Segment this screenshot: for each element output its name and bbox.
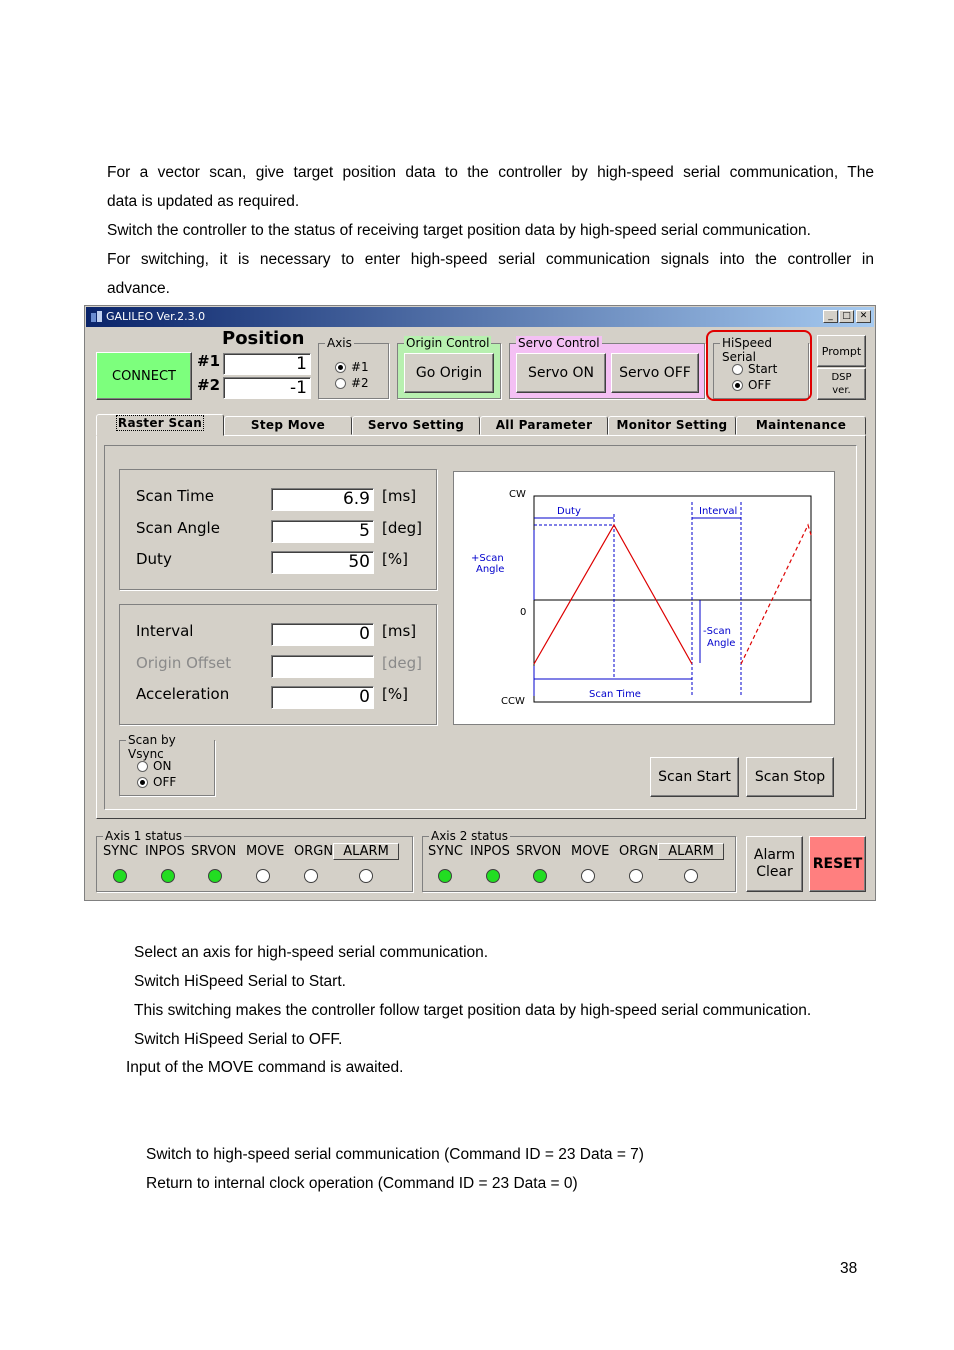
interval-unit: [ms] (382, 622, 417, 640)
alarm-clear-line2: Clear (756, 864, 793, 880)
dsp-line2: ver. (832, 385, 851, 396)
reset-button[interactable]: RESET (809, 836, 866, 892)
duty-field[interactable]: 50 (271, 551, 374, 574)
interval-label: Interval (136, 622, 194, 640)
position-axis2-field[interactable]: -1 (223, 377, 311, 399)
axis1-orgn-label: ORGN (294, 844, 334, 859)
scan-angle-label: Scan Angle (136, 519, 220, 537)
scan-waveform (534, 525, 692, 664)
duty-unit: [%] (382, 550, 408, 568)
tab-step-move[interactable]: Step Move (224, 416, 352, 435)
axis-group-label: Axis (327, 336, 352, 350)
app-icon (90, 310, 104, 324)
vsync-label: Scan by Vsync (126, 733, 214, 761)
command-list (146, 1140, 644, 1198)
tab-raster-scan[interactable] (96, 414, 224, 436)
diagram-markers (534, 502, 741, 696)
axis-radio-2-label: #2 (351, 376, 369, 390)
a2-srvon-led-icon (533, 869, 547, 883)
diagram-minus-angle-label: Angle (707, 638, 736, 649)
axis-radio-2[interactable] (335, 376, 369, 390)
hispeed-serial-label: HiSpeed Serial (720, 336, 808, 364)
a1-move-led-icon (256, 869, 270, 883)
axis1-sync-label: SYNC (103, 844, 138, 859)
origin-control-group (397, 336, 501, 399)
scan-start-button[interactable]: Scan Start (650, 757, 739, 797)
a2-alarm-led-icon (684, 869, 698, 883)
scan-time-unit: [ms] (382, 487, 417, 505)
scan-stop-button[interactable]: Scan Stop (746, 757, 834, 797)
axis2-orgn-label: ORGN (619, 844, 659, 859)
axis2-status-label: Axis 2 status (431, 829, 509, 843)
intro-p2: Switch the controller to the status of receiving target position data by high-speed serial communication. (107, 222, 811, 239)
command-2: Return to internal clock operation (Command ID = 23 Data = 0) (146, 1175, 578, 1192)
title-bar (86, 307, 874, 327)
servo-on-button[interactable]: Servo ON (516, 353, 606, 393)
a2-orgn-led-icon (629, 869, 643, 883)
scan-time-label: Scan Time (136, 487, 214, 505)
motion-params-group (119, 604, 437, 725)
position-axis1-field[interactable]: 1 (223, 353, 311, 375)
scan-angle-field[interactable]: 5 (271, 520, 374, 543)
vsync-group (119, 733, 215, 796)
diagram-zero-label: 0 (520, 607, 527, 618)
diagram-interval-label: Interval (699, 506, 738, 517)
radio-unchecked-icon (335, 378, 346, 389)
close-icon[interactable]: ✕ (856, 310, 871, 323)
interval-field[interactable]: 0 (271, 623, 374, 646)
alarm-clear-line1: Alarm (753, 847, 796, 863)
scan-params-group (119, 469, 437, 590)
step-3: This switching makes the controller follow target position data by high-speed serial communication. (134, 1002, 812, 1019)
axis2-inpos-label: INPOS (470, 844, 510, 859)
hispeed-radio-start-label: Start (748, 362, 778, 376)
axis1-inpos-label: INPOS (145, 844, 185, 859)
axis-radio-1[interactable] (335, 360, 369, 374)
step-1: Select an axis for high-speed serial communication. (134, 944, 489, 961)
position-axis1-label: #1 (197, 352, 221, 370)
diagram-scan-time-label: Scan Time (589, 689, 641, 700)
step-2: Switch HiSpeed Serial to Start. (134, 973, 346, 990)
origin-control-label: Origin Control (406, 336, 490, 350)
galileo-window (84, 305, 876, 901)
a1-alarm-led-icon (359, 869, 373, 883)
origin-offset-label: Origin Offset (136, 654, 232, 672)
scan-diagram (453, 471, 835, 725)
a1-inpos-led-icon (161, 869, 175, 883)
position-axis2-label: #2 (197, 376, 221, 394)
tab-monitor-setting[interactable]: Monitor Setting (608, 416, 736, 435)
duty-label: Duty (136, 550, 172, 568)
window-title: GALILEO Ver.2.3.0 (106, 310, 206, 323)
hispeed-highlight (706, 330, 812, 401)
intro-p1-line1: For a vector scan, give target position data to the controller by high-speed serial communication, The (107, 164, 874, 181)
servo-control-label: Servo Control (518, 336, 600, 350)
go-origin-button[interactable]: Go Origin (404, 353, 494, 393)
intro-p1-line2: data is updated as required. (107, 193, 300, 210)
tab-all-parameter[interactable]: All Parameter (480, 416, 608, 435)
axis2-alarm-label: ALARM (658, 843, 724, 860)
steps-list (134, 938, 811, 1054)
a1-srvon-led-icon (208, 869, 222, 883)
scan-diagram-svg (454, 472, 834, 724)
origin-offset-unit: [deg] (382, 654, 422, 672)
dsp-line1: DSP (831, 372, 852, 383)
axis1-move-label: MOVE (246, 844, 285, 859)
diagram-frame (534, 496, 811, 702)
axis1-status-label: Axis 1 status (105, 829, 183, 843)
scan-time-field[interactable]: 6.9 (271, 488, 374, 511)
vsync-radio-on-label: ON (153, 759, 172, 773)
axis1-srvon-label: SRVON (191, 844, 237, 859)
hispeed-radio-off-label: OFF (748, 378, 772, 392)
command-1: Switch to high-speed serial communication (Command ID = 23 Data = 7) (146, 1146, 644, 1163)
a2-sync-led-icon (438, 869, 452, 883)
tab-maintenance[interactable]: Maintenance (736, 416, 866, 435)
tab-raster-scan-label: Raster Scan (117, 416, 203, 430)
axis1-alarm-label: ALARM (333, 843, 399, 860)
tab-servo-setting[interactable]: Servo Setting (352, 416, 480, 435)
servo-off-button[interactable]: Servo OFF (611, 353, 699, 393)
axis2-move-label: MOVE (571, 844, 610, 859)
axis2-srvon-label: SRVON (516, 844, 562, 859)
a2-move-led-icon (581, 869, 595, 883)
page-number: 38 (840, 1260, 858, 1277)
diagram-duty-label: Duty (557, 506, 581, 517)
origin-offset-field[interactable] (271, 655, 374, 678)
a2-inpos-led-icon (486, 869, 500, 883)
minimize-icon[interactable]: _ (823, 310, 838, 323)
axis-radio-1-label: #1 (351, 360, 369, 374)
awaited-note: Input of the MOVE command is awaited. (126, 1059, 404, 1076)
diagram-cw-label: CW (509, 489, 526, 500)
scan-angle-unit: [deg] (382, 519, 422, 537)
vsync-radio-off[interactable] (137, 775, 176, 789)
radio-checked-icon (335, 362, 346, 373)
vsync-radio-on[interactable] (137, 759, 171, 773)
a1-sync-led-icon (113, 869, 127, 883)
radio-unchecked-icon (137, 761, 148, 772)
prompt-button[interactable]: Prompt (817, 335, 866, 367)
maximize-icon[interactable]: □ (839, 310, 854, 323)
axis-group (318, 336, 389, 399)
position-title: Position (222, 328, 305, 349)
dsp-version-button[interactable] (817, 368, 866, 400)
alarm-clear-button[interactable] (746, 836, 803, 892)
intro-p3-line1: For switching, it is necessary to enter high-speed serial communication signals into the controller in (107, 251, 874, 268)
servo-control-group (509, 336, 705, 399)
acceleration-label: Acceleration (136, 685, 230, 703)
radio-checked-icon (137, 777, 148, 788)
diagram-minus-scan-label: -Scan (703, 626, 731, 637)
intro-p3-line2: advance. (107, 280, 170, 297)
diagram-plus-scan-label: +Scan (471, 553, 504, 564)
diagram-ccw-label: CCW (501, 696, 525, 707)
next-scan-waveform (741, 525, 812, 664)
diagram-plus-angle-label: Angle (476, 564, 505, 575)
axis2-sync-label: SYNC (428, 844, 463, 859)
vsync-radio-off-label: OFF (153, 775, 177, 789)
step-4: Switch HiSpeed Serial to OFF. (134, 1031, 343, 1048)
acceleration-unit: [%] (382, 685, 408, 703)
connect-button[interactable]: CONNECT (96, 352, 192, 400)
a1-orgn-led-icon (304, 869, 318, 883)
acceleration-field[interactable]: 0 (271, 686, 374, 709)
intro-text (107, 158, 874, 303)
